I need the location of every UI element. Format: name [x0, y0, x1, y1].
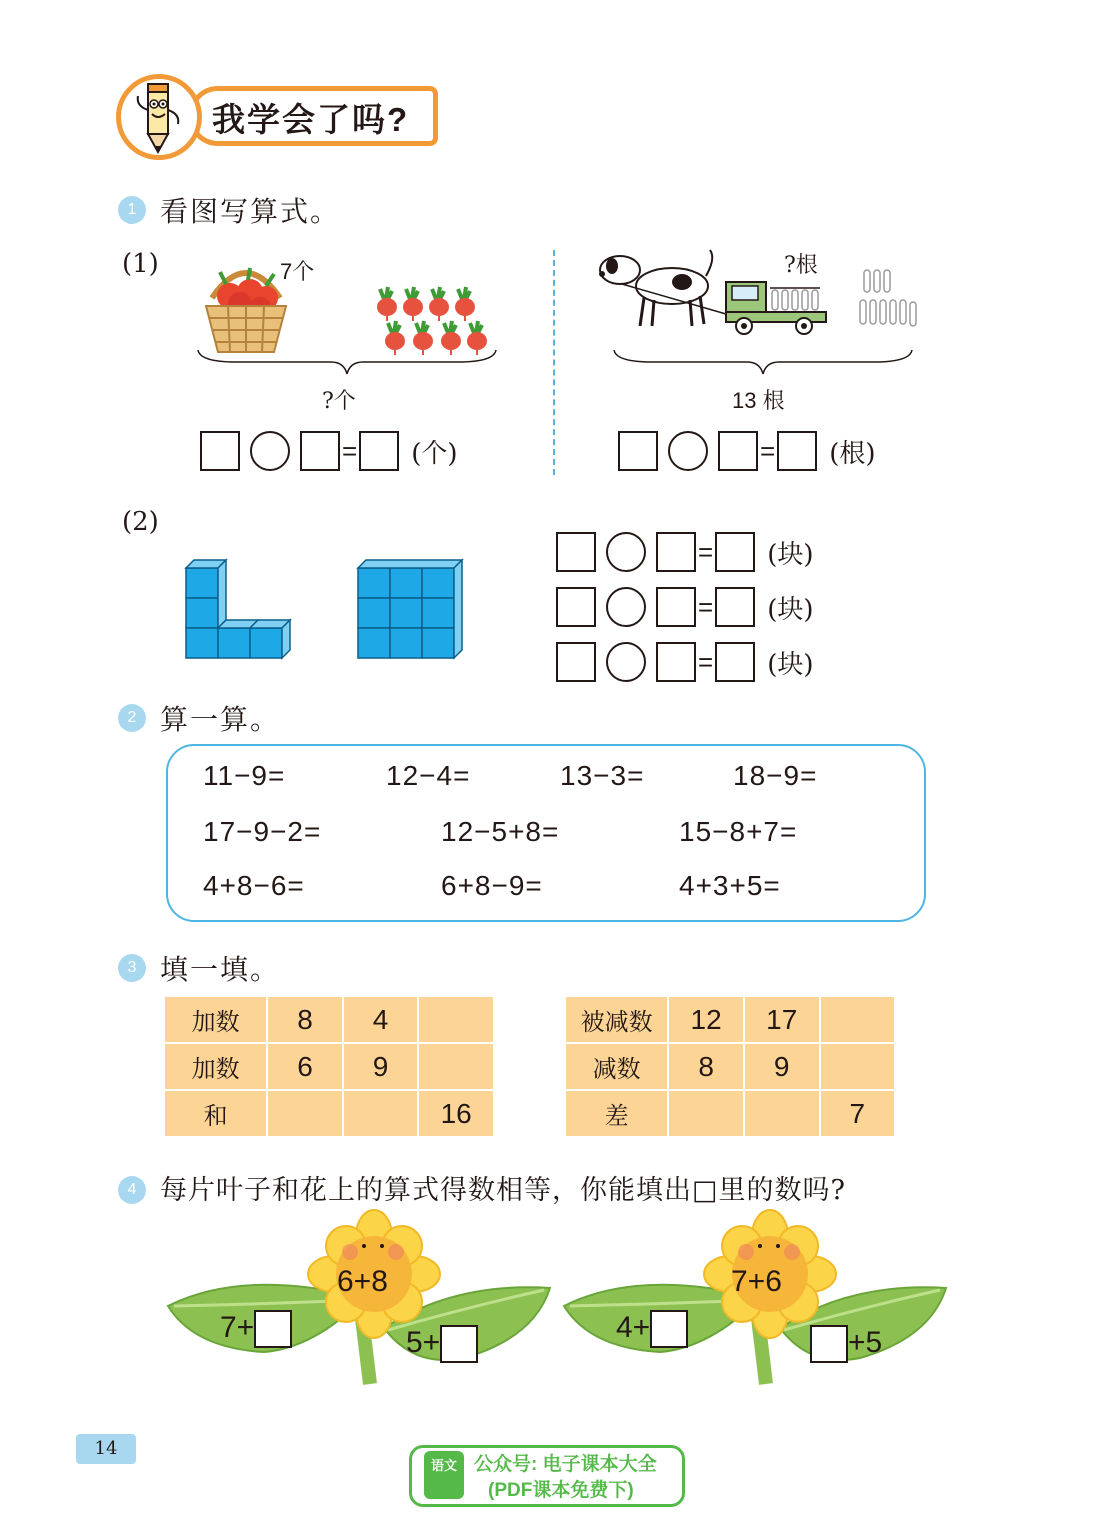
equals-sign: = [760, 435, 776, 466]
unit-label: (块) [767, 594, 814, 625]
total-label: 13 根 [732, 388, 785, 413]
operator-circle[interactable] [606, 642, 646, 682]
equals-sign: = [698, 646, 714, 677]
addition-table [163, 995, 495, 1138]
table-cell-blank[interactable] [668, 1090, 744, 1137]
calc-item: 17−9−2= [203, 816, 322, 847]
total-label: ?个 [322, 389, 356, 414]
calc-item: 13−3= [560, 760, 645, 791]
answer-row-1-left [200, 431, 457, 471]
table-cell-blank[interactable] [820, 1043, 895, 1090]
l-shape-cubes-image [184, 556, 292, 662]
table-cell: 16 [418, 1090, 494, 1137]
leaf-expression-right [406, 1325, 478, 1363]
question-number: 2 [118, 704, 146, 732]
table-cell: 7 [820, 1090, 895, 1137]
question-title: 算一算。 [160, 703, 281, 736]
calc-item: 6+8−9= [441, 870, 543, 901]
question-number: 4 [118, 1176, 146, 1204]
leaf-expression-left [220, 1310, 292, 1348]
answer-box[interactable] [440, 1325, 478, 1363]
calc-item: 12−5+8= [441, 816, 560, 847]
operator-circle[interactable] [250, 431, 290, 471]
quantity-label: 7个 [280, 259, 315, 284]
section-title: 我学会了吗? [212, 101, 410, 138]
question-title: 填一填。 [160, 953, 281, 986]
pencil-mascot-icon [128, 80, 190, 156]
calc-item: 18−9= [733, 760, 818, 791]
subtraction-table [564, 995, 896, 1138]
row-header: 被减数 [565, 996, 668, 1043]
watermark-line1: 公众号: 电子课本大全 [474, 1454, 657, 1475]
operator-circle[interactable] [606, 532, 646, 572]
table-cell-blank[interactable] [267, 1090, 343, 1137]
calc-item: 15−8+7= [679, 816, 798, 847]
answer-box[interactable] [656, 587, 696, 627]
answer-box[interactable] [300, 431, 340, 471]
unit-label: (个) [411, 438, 458, 469]
flower-expression: 7+6 [731, 1265, 782, 1298]
table-cell-blank[interactable] [418, 1043, 494, 1090]
answer-box[interactable] [715, 642, 755, 682]
table-cell: 8 [668, 1043, 744, 1090]
question-title: 看图写算式。 [160, 195, 341, 228]
answer-box[interactable] [556, 532, 596, 572]
book-icon-label: 语文 [431, 1458, 458, 1473]
row-header: 和 [164, 1090, 267, 1137]
answer-box[interactable] [254, 1310, 292, 1348]
table-cell: 12 [668, 996, 744, 1043]
leaf-expression-left [616, 1310, 688, 1348]
answer-row-2b [556, 587, 813, 627]
answer-box[interactable] [200, 431, 240, 471]
table-cell: 9 [343, 1043, 419, 1090]
equals-sign: = [698, 536, 714, 567]
question-number: 3 [118, 954, 146, 982]
expression-text: 7+ [220, 1310, 255, 1344]
equals-sign: = [342, 435, 358, 466]
table-cell: 17 [744, 996, 820, 1043]
leaf-expression-right [810, 1325, 882, 1363]
answer-row-2c [556, 642, 813, 682]
dashed-divider [553, 250, 555, 475]
expression-text: 5+ [406, 1325, 441, 1359]
calc-item: 4+3+5= [679, 870, 781, 901]
expression-text: +5 [848, 1325, 883, 1359]
answer-box[interactable] [618, 431, 658, 471]
table-cell: 6 [267, 1043, 343, 1090]
answer-row-2a [556, 532, 813, 572]
row-header: 减数 [565, 1043, 668, 1090]
flower-expression: 6+8 [337, 1265, 388, 1298]
right-brace [612, 348, 914, 378]
row-header: 加数 [164, 996, 267, 1043]
watermark-line2: (PDF课本免费下) [488, 1480, 634, 1501]
radishes-image [374, 283, 490, 357]
vegetable-basket-image [200, 258, 292, 356]
equals-sign: = [698, 591, 714, 622]
answer-box[interactable] [718, 431, 758, 471]
operator-circle[interactable] [668, 431, 708, 471]
calc-item: 11−9= [203, 760, 286, 791]
expression-text: 4+ [616, 1310, 651, 1344]
table-cell-blank[interactable] [820, 996, 895, 1043]
part-label: (1) [122, 249, 159, 279]
answer-box[interactable] [656, 532, 696, 572]
answer-box[interactable] [556, 587, 596, 627]
table-cell: 8 [267, 996, 343, 1043]
unit-label: (块) [767, 539, 814, 570]
question-number: 1 [118, 196, 146, 224]
answer-box[interactable] [715, 587, 755, 627]
answer-box[interactable] [777, 431, 817, 471]
unit-label: (块) [767, 649, 814, 680]
table-cell-blank[interactable] [343, 1090, 419, 1137]
row-header: 差 [565, 1090, 668, 1137]
answer-box[interactable] [650, 1310, 688, 1348]
calc-item: 4+8−6= [203, 870, 305, 901]
row-header: 加数 [164, 1043, 267, 1090]
bones-image [856, 266, 920, 332]
answer-box[interactable] [656, 642, 696, 682]
answer-row-1-right [618, 431, 875, 471]
question-title: 每片叶子和花上的算式得数相等，你能填出□里的数吗? [160, 1175, 846, 1206]
answer-box[interactable] [359, 431, 399, 471]
calc-item: 12−4= [386, 760, 471, 791]
operator-circle[interactable] [606, 587, 646, 627]
answer-box[interactable] [715, 532, 755, 572]
square-cubes-image [356, 556, 464, 662]
page-number: 14 [76, 1434, 136, 1464]
answer-box[interactable] [556, 642, 596, 682]
table-cell-blank[interactable] [744, 1090, 820, 1137]
unit-label: (根) [829, 438, 876, 469]
answer-box[interactable] [810, 1325, 848, 1363]
left-brace [196, 348, 498, 378]
quantity-label: ?根 [784, 253, 818, 278]
table-cell-blank[interactable] [418, 996, 494, 1043]
table-cell: 4 [343, 996, 419, 1043]
table-cell: 9 [744, 1043, 820, 1090]
part-label: (2) [122, 507, 159, 537]
